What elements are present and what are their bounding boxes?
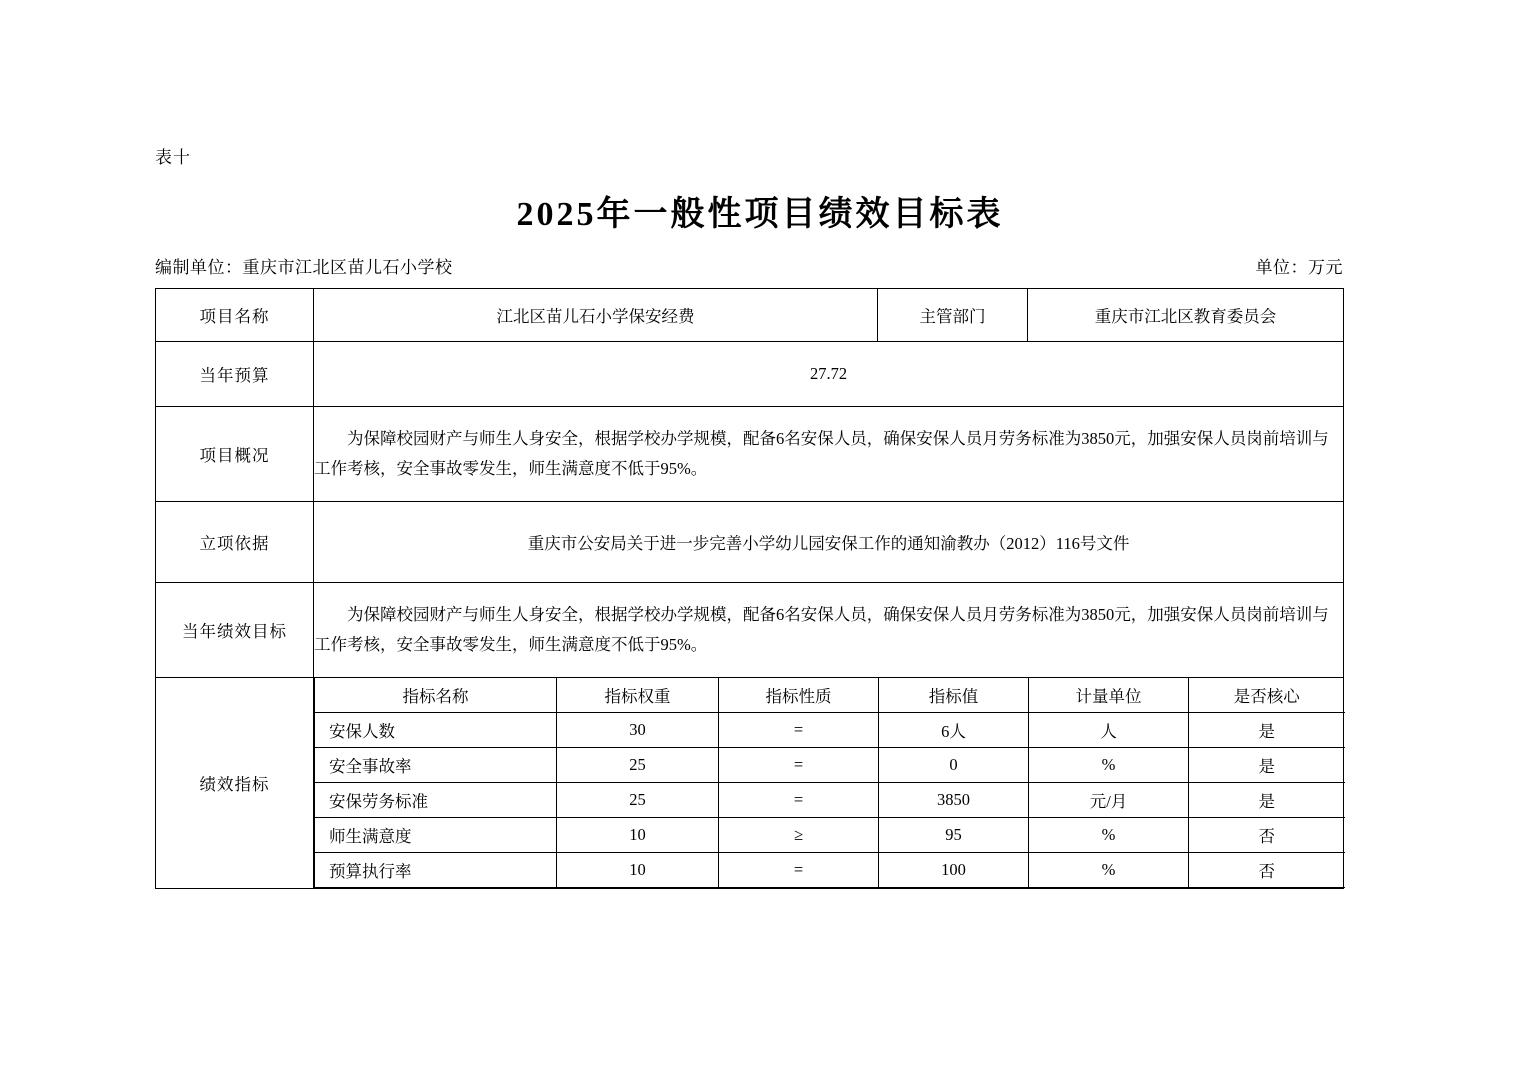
indicator-cell-r1-c3: 0 (879, 748, 1029, 783)
budget-value: 27.72 (314, 342, 1344, 407)
indicators-header-cell-5: 是否核心 (1189, 678, 1345, 713)
indicators-header-cell-4: 计量单位 (1029, 678, 1189, 713)
goal-value: 为保障校园财产与师生人身安全，根据学校办学规模，配备6名安保人员，确保安保人员月劳务标准为3850元，加强安保人员岗前培训与工作考核，安全事故零发生，师生满意度不低于95%。 (314, 583, 1344, 678)
indicator-cell-r1-c1: 25 (557, 748, 719, 783)
table-row-goal (156, 583, 1344, 678)
table-row (315, 853, 1345, 888)
indicators-cell (314, 678, 1344, 889)
indicator-cell-r3-c3: 95 (879, 818, 1029, 853)
goal-label: 当年绩效目标 (156, 583, 314, 678)
indicator-cell-r2-c4: 元/月 (1029, 783, 1189, 818)
indicators-table (314, 678, 1345, 888)
indicator-cell-r1-c0: 安全事故率 (315, 748, 557, 783)
indicator-cell-r4-c1: 10 (557, 853, 719, 888)
indicator-cell-r3-c1: 10 (557, 818, 719, 853)
indicators-header-cell-2: 指标性质 (719, 678, 879, 713)
indicator-cell-r3-c5: 否 (1189, 818, 1345, 853)
performance-goal-table (155, 288, 1344, 889)
indicator-cell-r2-c5: 是 (1189, 783, 1345, 818)
indicator-cell-r4-c5: 否 (1189, 853, 1345, 888)
indicator-cell-r4-c0: 预算执行率 (315, 853, 557, 888)
table-row (315, 818, 1345, 853)
table-row (315, 783, 1345, 818)
table-row-basis (156, 502, 1344, 583)
form-number: 表十 (155, 148, 191, 167)
table-row-project-name (156, 289, 1344, 342)
indicators-header-cell-3: 指标值 (879, 678, 1029, 713)
table-row (315, 748, 1345, 783)
meta-row (155, 253, 1343, 278)
indicator-cell-r1-c4: % (1029, 748, 1189, 783)
unit-label: 单位：万元 (1255, 258, 1343, 277)
dept-label: 主管部门 (878, 289, 1028, 342)
indicator-cell-r0-c5: 是 (1189, 713, 1345, 748)
budget-label: 当年预算 (156, 342, 314, 407)
indicator-cell-r4-c4: % (1029, 853, 1189, 888)
indicator-cell-r1-c2: = (719, 748, 879, 783)
table-row-overview (156, 407, 1344, 502)
table-row-budget (156, 342, 1344, 407)
indicators-header-cell-1: 指标权重 (557, 678, 719, 713)
indicator-cell-r0-c4: 人 (1029, 713, 1189, 748)
indicator-cell-r0-c3: 6人 (879, 713, 1029, 748)
indicator-cell-r3-c2: ≥ (719, 818, 879, 853)
indicator-cell-r0-c2: = (719, 713, 879, 748)
project-name-value: 江北区苗儿石小学保安经费 (314, 289, 878, 342)
indicator-cell-r1-c5: 是 (1189, 748, 1345, 783)
indicator-cell-r0-c1: 30 (557, 713, 719, 748)
basis-label: 立项依据 (156, 502, 314, 583)
indicators-header-row (315, 678, 1345, 713)
indicators-label: 绩效指标 (156, 678, 314, 889)
indicator-cell-r3-c4: % (1029, 818, 1189, 853)
indicator-cell-r2-c1: 25 (557, 783, 719, 818)
indicators-header-cell-0: 指标名称 (315, 678, 557, 713)
table-row (315, 713, 1345, 748)
indicator-cell-r4-c2: = (719, 853, 879, 888)
overview-label: 项目概况 (156, 407, 314, 502)
indicator-cell-r2-c3: 3850 (879, 783, 1029, 818)
indicator-cell-r2-c0: 安保劳务标准 (315, 783, 557, 818)
indicator-cell-r3-c0: 师生满意度 (315, 818, 557, 853)
project-name-label: 项目名称 (156, 289, 314, 342)
indicator-cell-r0-c0: 安保人数 (315, 713, 557, 748)
overview-value: 为保障校园财产与师生人身安全，根据学校办学规模，配备6名安保人员，确保安保人员月劳务标准为3850元，加强安保人员岗前培训与工作考核，安全事故零发生，师生满意度不低于95%。 (314, 407, 1344, 502)
dept-value: 重庆市江北区教育委员会 (1028, 289, 1344, 342)
basis-value: 重庆市公安局关于进一步完善小学幼儿园安保工作的通知渝教办（2012）116号文件 (314, 502, 1344, 583)
indicator-cell-r2-c2: = (719, 783, 879, 818)
indicator-cell-r4-c3: 100 (879, 853, 1029, 888)
page-title: 2025年一般性项目绩效目标表 (516, 196, 1004, 233)
prepared-by-label: 编制单位：重庆市江北区苗儿石小学校 (155, 258, 453, 277)
table-row-indicators (156, 678, 1344, 889)
